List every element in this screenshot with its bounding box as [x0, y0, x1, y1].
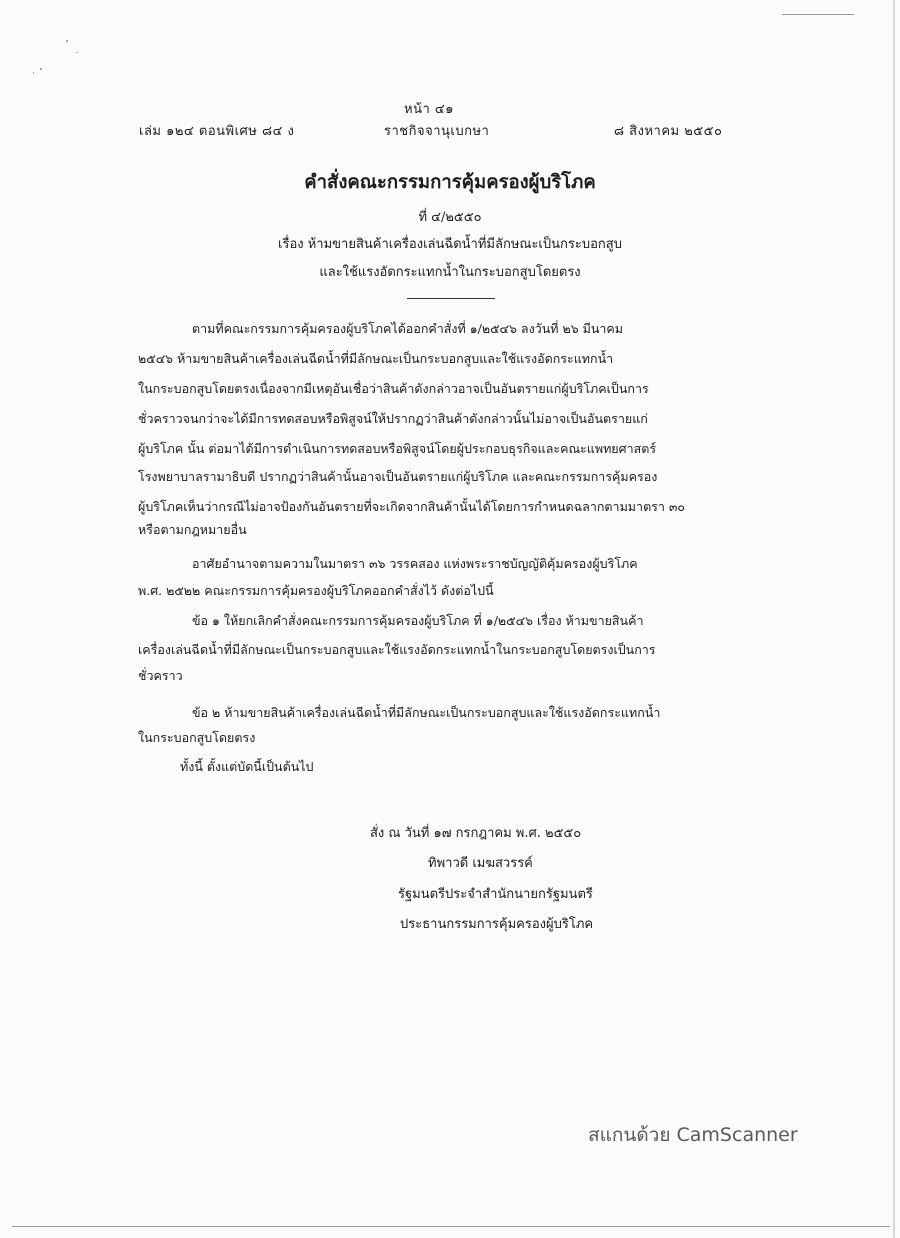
- body-line: ในกระบอกสูบโดยตรงเนื่องจากมีเหตุอันเชื่อว่าสินค้าดังกล่าวอาจเป็นอันตรายแก่ผู้บริโภคเป็นการ: [138, 381, 649, 396]
- scan-edge-line: [782, 14, 854, 15]
- body-line: ชั่วคราว: [138, 668, 183, 683]
- body-line: ในกระบอกสูบโดยตรง: [138, 730, 256, 745]
- order-subject-continued: และใช้แรงอัดกระแทกน้ำในกระบอกสูบโดยตรง: [319, 265, 581, 280]
- scan-speck: [40, 68, 42, 70]
- signatory-name: ทิพาวดี เมฆสวรรค์: [428, 856, 533, 871]
- order-number: ที่ ๔/๒๕๕๐: [418, 210, 482, 225]
- camscanner-watermark: สแกนด้วย CamScanner: [588, 1124, 798, 1146]
- body-line: ข้อ ๑ ให้ยกเลิกคำสั่งคณะกรรมการคุ้มครองผู้บริโภค ที่ ๑/๒๕๔๖ เรื่อง ห้ามขายสินค้า: [192, 613, 644, 628]
- scan-speck: [66, 40, 68, 42]
- body-line: ชั่วคราวจนกว่าจะได้มีการทดสอบหรือพิสูจน์ให้ปรากฏว่าสินค้าดังกล่าวนั้นไม่อาจเป็นอันตรายแก่: [138, 411, 648, 426]
- scan-edge-line: [12, 1226, 890, 1227]
- order-date-line: สั่ง ณ วันที่ ๑๗ กรกฎาคม พ.ศ. ๒๕๕๐: [370, 826, 582, 841]
- scan-speck: [76, 52, 78, 53]
- body-line: ผู้บริโภคเห็นว่ากรณีไม่อาจป้องกันอันตรายที่จะเกิดจากสินค้านั้นได้โดยการกำหนดฉลากตามมาตรา ๓๐: [138, 499, 686, 514]
- scan-speck: [33, 72, 34, 74]
- body-line: โรงพยาบาลรามาธิบดี ปรากฏว่าสินค้านั้นอาจเป็นอันตรายแก่ผู้บริโภค และคณะกรรมการคุ้มครอง: [138, 469, 658, 484]
- body-line: หรือตามกฎหมายอื่น: [138, 522, 247, 537]
- body-line: อาศัยอำนาจตามความในมาตรา ๓๖ วรรคสอง แห่งพระราชบัญญัติคุ้มครองผู้บริโภค: [192, 556, 638, 571]
- gazette-page-number: หน้า ๔๑: [404, 102, 454, 117]
- gazette-name: ราชกิจจานุเบกษา: [384, 124, 490, 139]
- gazette-volume: เล่ม ๑๒๔ ตอนพิเศษ ๘๔ ง: [139, 124, 295, 139]
- body-line: ๒๕๔๖ ห้ามขายสินค้าเครื่องเล่นฉีดน้ำที่มีลักษณะเป็นกระบอกสูบและใช้แรงอัดกระแทกน้ำ: [138, 351, 614, 366]
- body-line: ตามที่คณะกรรมการคุ้มครองผู้บริโภคได้ออกคำสั่งที่ ๑/๒๕๔๖ ลงวันที่ ๒๖ มีนาคม: [192, 321, 624, 336]
- signatory-position: รัฐมนตรีประจำสำนักนายกรัฐมนตรี: [398, 887, 593, 902]
- body-line: พ.ศ. ๒๕๒๒ คณะกรรมการคุ้มครองผู้บริโภคออกคำสั่งไว้ ดังต่อไปนี้: [138, 583, 494, 598]
- order-title: คำสั่งคณะกรรมการคุ้มครองผู้บริโภค: [304, 172, 596, 193]
- body-line: ผู้บริโภค นั้น ต่อมาได้มีการดำเนินการทดสอบหรือพิสูจน์โดยผู้ประกอบธุรกิจและคณะแพทยศาสตร์: [138, 441, 657, 456]
- order-subject: เรื่อง ห้ามขายสินค้าเครื่องเล่นฉีดน้ำที่มีลักษณะเป็นกระบอกสูบ: [278, 237, 622, 252]
- signatory-position: ประธานกรรมการคุ้มครองผู้บริโภค: [400, 917, 594, 932]
- body-line: ข้อ ๒ ห้ามขายสินค้าเครื่องเล่นฉีดน้ำที่มีลักษณะเป็นกระบอกสูบและใช้แรงอัดกระแทกน้ำ: [192, 705, 661, 720]
- gazette-date: ๘ สิงหาคม ๒๕๕๐: [614, 124, 723, 139]
- body-line: ทั้งนี้ ตั้งแต่บัดนี้เป็นต้นไป: [180, 759, 314, 774]
- body-line: เครื่องเล่นฉีดน้ำที่มีลักษณะเป็นกระบอกสูบและใช้แรงอัดกระแทกน้ำในกระบอกสูบโดยตรงเป็นการ: [138, 642, 656, 657]
- title-divider: [407, 298, 495, 299]
